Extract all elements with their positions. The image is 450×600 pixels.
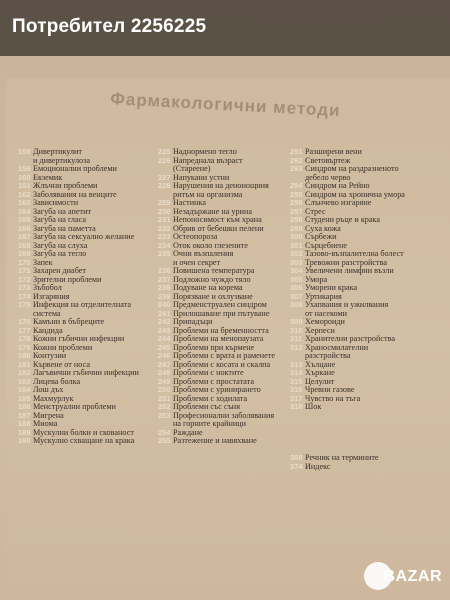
entry-title: Дивертикулит (33, 147, 83, 156)
page-number: 161 (18, 181, 31, 190)
entry-title: система (33, 308, 61, 318)
entry-title: Раждане (173, 427, 203, 437)
entry-title: Изгаряния (33, 291, 70, 301)
page-number: 297 (290, 206, 303, 216)
entry-title: Повишена температура (173, 266, 255, 275)
entry-title: Заболявания на венците (33, 189, 117, 199)
entry-title: Нарушения на денонощния (173, 181, 269, 190)
entry-title: Тревожни разстройства (305, 257, 388, 267)
entry-title: Остеопороза (173, 232, 218, 241)
entry-title: Напреднала възраст (173, 155, 243, 165)
page-number: 368 (290, 453, 303, 462)
page-number: 226 (158, 155, 171, 165)
entry-title: Лагъвични гъбични инфекции (33, 368, 139, 377)
entry-title: Камъни в бъбреците (33, 317, 105, 326)
entry-title: Разтежение и навяхване (173, 436, 257, 445)
entry-title: Прилошаване при пътуване (173, 308, 270, 318)
page-number: 318 (290, 402, 303, 411)
page-number: 302 (290, 249, 303, 258)
page-number: 163 (18, 198, 31, 207)
entry-title: Проблеми със съня (173, 402, 240, 411)
entry-title: Увеличени лимфни възли (305, 266, 394, 275)
toc-column-2 (158, 148, 298, 446)
page-number: 307 (290, 291, 303, 301)
page-number: 184 (18, 385, 31, 394)
page-number: 233 (158, 232, 171, 241)
page-number: 225 (158, 147, 171, 156)
page-number: 160 (18, 172, 31, 182)
entry-title: Сърбежи (305, 232, 337, 241)
entry-title: Настинка (173, 198, 207, 207)
entry-title: Захарен диабет (33, 266, 86, 275)
entry-title: Припадъци (173, 317, 213, 326)
entry-title: Миома (33, 419, 58, 428)
entry-title: Хранителни разстройства (305, 334, 395, 343)
entry-title: Студени ръце и крака (305, 215, 381, 224)
page-number: 172 (18, 274, 31, 284)
page-number: 293 (290, 164, 303, 173)
entry-title: Инфекция на отделителната (33, 300, 131, 309)
page-number: 295 (290, 189, 303, 199)
entry-title: Хълцане (305, 359, 336, 369)
page-number: 314 (290, 368, 303, 377)
page-number: 182 (18, 368, 31, 377)
entry-title: Хемороиди (305, 317, 345, 326)
toc-entry (290, 463, 440, 472)
page-number: 174 (18, 291, 31, 301)
page-number: 180 (18, 351, 31, 360)
page-number: 243 (158, 325, 171, 335)
page-number: 162 (18, 189, 31, 199)
page-number: 374 (290, 461, 303, 471)
toc-entry (290, 403, 440, 412)
page-number: 296 (290, 198, 303, 207)
toc-column-3 (290, 148, 440, 412)
page-number: 190 (18, 436, 31, 445)
page-number: 232 (158, 223, 171, 233)
page-number: 169 (18, 249, 31, 258)
page-number: 306 (290, 283, 303, 292)
entry-title: Индекс (305, 461, 331, 471)
entry-title: Загуба на апетит (33, 206, 92, 216)
entry-title: Загуба на гласа (33, 215, 87, 224)
page-number: 177 (18, 325, 31, 335)
entry-title: Херпеси (305, 325, 335, 335)
seller-label[interactable]: Потребител 2256225 (12, 16, 207, 37)
entry-title: дебело черво (305, 172, 351, 182)
entry-title: Екземик (33, 172, 63, 182)
page-number: 189 (18, 427, 31, 437)
entry-title: Ухапвания и ужилвания (305, 300, 389, 309)
page-number: 173 (18, 283, 31, 292)
page-number: 235 (158, 249, 171, 258)
entry-title: Загуба на слуха (33, 240, 88, 250)
page-number: 181 (18, 359, 31, 369)
entry-title: Проблеми с врата и раменете (173, 351, 276, 360)
entry-title: Мускулно схващане на крака (33, 436, 135, 445)
page-number: 231 (158, 215, 171, 224)
page-number: 298 (290, 215, 303, 224)
page-number: 176 (18, 317, 31, 326)
entry-title: разстройства (305, 351, 351, 360)
page-number: 178 (18, 334, 31, 343)
entry-title: Кожни гъбични инфекции (33, 334, 125, 343)
page-number: 299 (290, 223, 303, 233)
page-number: 239 (158, 291, 171, 301)
page-number: 168 (18, 240, 31, 250)
entry-title: Проблеми с ходилата (173, 393, 248, 403)
page-number: 254 (158, 427, 171, 437)
page-number: 250 (158, 385, 171, 394)
entry-title: Наднормено тегло (173, 147, 237, 156)
entry-title: Сърцебиене (305, 240, 348, 250)
entry-title: Синдром на раздразненото (305, 164, 399, 173)
entry-title: Мускулни болки и скованост (33, 427, 134, 437)
page-number: 241 (158, 308, 171, 318)
page-number: 249 (158, 376, 171, 386)
entry-title: Загуба на паметта (33, 223, 96, 233)
entry-title: Кандида (33, 325, 63, 335)
page-number: 317 (290, 393, 303, 403)
page-number: 186 (18, 402, 31, 411)
entry-title: Проблеми на бременността (173, 325, 269, 335)
page-number: 179 (18, 342, 31, 352)
entry-title: Запек (33, 257, 53, 267)
entry-title: Загуба на тегло (33, 249, 87, 258)
entry-title: (Стареене) (173, 164, 211, 173)
page-number: 247 (158, 359, 171, 369)
entry-title: Загуба на сексуално желание (33, 232, 135, 241)
entry-title: Храносмилателни (305, 342, 369, 352)
entry-title: Предменструален синдром (173, 300, 267, 309)
toc-column-4 (290, 454, 440, 471)
toc-column-1 (18, 148, 163, 446)
entry-title: Жлъчни проблеми (33, 181, 98, 190)
page-number: 175 (18, 300, 31, 309)
toc-entry (158, 437, 298, 446)
entry-title: Синдром на Рейно (305, 181, 370, 190)
page-number: 315 (290, 376, 303, 386)
page-number: 236 (158, 266, 171, 275)
entry-title: Шок (305, 402, 322, 411)
entry-title: Проблеми с ноктите (173, 368, 244, 377)
entry-title: Проблеми при кърмене (173, 342, 255, 352)
entry-title: Стрес (305, 206, 326, 216)
entry-title: Тазово-възпалителна болест (305, 249, 404, 258)
entry-title: Мигрена (33, 410, 64, 420)
page-number: 251 (158, 393, 171, 403)
entry-title: Целулит (305, 376, 335, 386)
entry-title: Слънчево изгаряне (305, 198, 372, 207)
seller-header-bar (0, 0, 450, 56)
page-number: 316 (290, 385, 303, 394)
page-number: 245 (158, 342, 171, 352)
entry-title: и очен секрет (173, 257, 221, 267)
page-number: 171 (18, 266, 31, 275)
page-number: 313 (290, 359, 303, 369)
page-number: 303 (290, 257, 303, 267)
entry-title: Проблеми с уринирането (173, 385, 261, 394)
page-number: 292 (290, 155, 303, 165)
page-number: 166 (18, 223, 31, 233)
watermark-logo: BAZAR (383, 568, 442, 585)
entry-title: Непоносимост към храна (173, 215, 262, 224)
entry-title: на горните крайници (173, 419, 247, 428)
entry-title: Очни възпаления (173, 249, 234, 258)
entry-title: Професионални заболявания (173, 410, 275, 420)
entry-title: Емоционални проблеми (33, 164, 117, 173)
entry-title: Подложно чуждо тяло (173, 274, 251, 284)
page-number: 229 (158, 198, 171, 207)
page-number: 304 (290, 266, 303, 275)
page-number: 185 (18, 393, 31, 403)
entry-title: Хъркане (305, 368, 335, 377)
entry-title: Речник на термините (305, 453, 379, 462)
page-number: 252 (158, 402, 171, 411)
entry-title: Порязване и охлузване (173, 291, 253, 301)
page-number: 164 (18, 206, 31, 216)
entry-title: Разширени вени (305, 147, 362, 156)
entry-title: Чревни газове (305, 385, 355, 394)
section-title: Фармакологични методи (109, 89, 341, 121)
entry-title: Зависимости (33, 198, 79, 207)
page-number: 310 (290, 325, 303, 335)
entry-title: Кървене от носа (33, 359, 90, 369)
page-number: 227 (158, 172, 171, 182)
entry-title: Чувство на тъга (305, 393, 361, 403)
page-number: 244 (158, 334, 171, 343)
entry-title: Контузии (33, 351, 67, 360)
entry-title: и дивертикулоза (33, 155, 91, 165)
entry-title: Уртикария (305, 291, 342, 301)
entry-title: Уморени крака (305, 283, 358, 292)
entry-title: Оток около глезените (173, 240, 248, 250)
entry-title: Подуване на корема (173, 283, 243, 292)
page-number: 294 (290, 181, 303, 190)
page-number: 159 (18, 164, 31, 173)
toc-entry (18, 437, 163, 446)
page-number: 228 (158, 181, 171, 190)
page-number: 305 (290, 274, 303, 284)
entry-title: Махмурлук (33, 393, 74, 403)
entry-title: Обрив от бебешки пелени (173, 223, 264, 233)
entry-title: Менструални проблеми (33, 402, 116, 411)
page-number: 183 (18, 376, 31, 386)
page-number: 291 (290, 147, 303, 156)
page-number: 311 (290, 334, 303, 343)
page-number: 158 (18, 147, 31, 156)
entry-title: Проблеми с простатата (173, 376, 254, 386)
page-number: 246 (158, 351, 171, 360)
page-number: 187 (18, 410, 31, 420)
page-number: 188 (18, 419, 31, 428)
page-number: 237 (158, 274, 171, 284)
entry-title: от насекоми (305, 308, 348, 318)
page-number: 309 (290, 317, 303, 326)
page-number: 230 (158, 206, 171, 216)
entry-title: Синдром на хронична умора (305, 189, 405, 199)
entry-title: Зъбобол (33, 283, 62, 292)
page-number: 255 (158, 436, 171, 445)
page-number: 234 (158, 240, 171, 250)
entry-title: Лицева болка (33, 376, 81, 386)
page-number: 238 (158, 283, 171, 292)
page-number: 242 (158, 317, 171, 326)
entry-title: ритъм на организма (173, 189, 243, 199)
page-number: 167 (18, 232, 31, 241)
entry-title: Умора (305, 274, 328, 284)
page-number: 248 (158, 368, 171, 377)
entry-title: Суха кожа (305, 223, 341, 233)
entry-title: Кожни проблеми (33, 342, 93, 352)
entry-title: Зрителни проблеми (33, 274, 102, 284)
page-number: 165 (18, 215, 31, 224)
entry-title: Напукани устни (173, 172, 230, 182)
entry-title: Лош дъх (33, 385, 64, 394)
page-number: 300 (290, 232, 303, 241)
entry-title: Проблеми на менопаузата (173, 334, 264, 343)
page-number: 170 (18, 257, 31, 267)
entry-title: Незадържане на урина (173, 206, 253, 216)
page-number: 240 (158, 300, 171, 309)
page-number: 308 (290, 300, 303, 309)
page-number: 301 (290, 240, 303, 250)
entry-title: Проблеми с косата и скалпа (173, 359, 271, 369)
entry-title: Световъртеж (305, 155, 351, 165)
page-number: 312 (290, 342, 303, 352)
page-number: 253 (158, 410, 171, 420)
